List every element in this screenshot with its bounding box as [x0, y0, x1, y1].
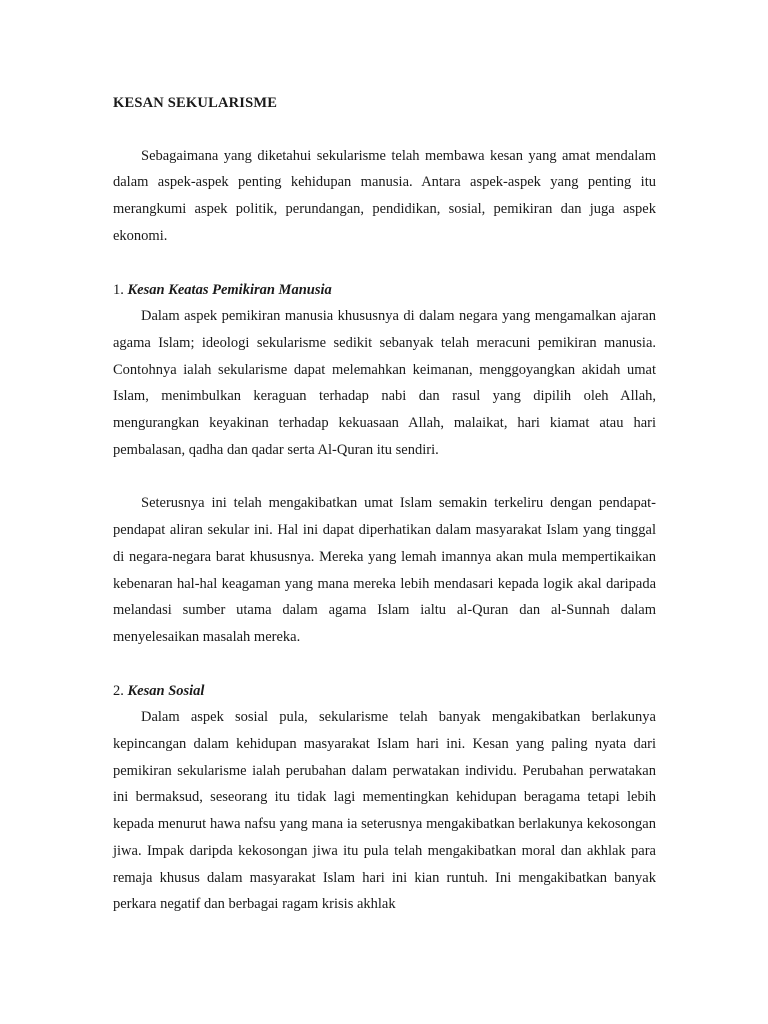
section-number: 1.: [113, 281, 128, 298]
spacer: [113, 651, 656, 678]
section-1-paragraph-1: Dalam aspek pemikiran manusia khususnya di dalam negara yang mengamalkan ajaran agama Islam; ideologi sekularisme sedikit sebanyak telah meracuni pemikiran manusia. Contohnya ialah sekularisme dapat melemahkan keimanan, menggoyangkan akidah umat Islam, menimbulkan keraguan terhadap nabi dan rasul yang dipilih oleh Allah, mengurangkan keyakinan terhadap kekuasaan Allah, malaikat, hari kiamat atau hari pembalasan, qadha dan qadar serta Al-Quran itu sendiri.: [113, 308, 656, 458]
intro-paragraph: Sebagaimana yang diketahui sekularisme telah membawa kesan yang amat mendalam dalam aspek-aspek penting kehidupan manusia. Antara aspek-aspek yang penting itu merangkumi aspek politik, perundangan, pendidikan, sosial, pemikiran dan juga aspek ekonomi.: [113, 147, 656, 244]
section-1-paragraph-2: Seterusnya ini telah mengakibatkan umat Islam semakin terkeliru dengan pendapat-pendapat aliran sekular ini. Hal ini dapat diperhatikan dalam masyarakat Islam yang tinggal di negara-negara barat khususnya. Mereka yang lemah imannya akan mula mempertikaikan kebenaran hal-hal keagaman yang mana mereka lebih mendasari kepada logik akal daripada melandasi sumber utama dalam agama Islam ialtu al-Quran dan al-Sunnah dalam menyelesaikan masalah mereka.: [113, 495, 656, 645]
spacer: [113, 463, 656, 490]
section-heading-text: Kesan Sosial: [127, 682, 205, 699]
document-body: [113, 90, 656, 918]
spacer: [113, 250, 656, 277]
section-heading-text: Kesan Keatas Pemikiran Manusia: [127, 281, 332, 298]
document-title: KESAN SEKULARISME: [113, 95, 278, 111]
section-number: 2.: [113, 682, 128, 699]
section-heading-2: [113, 678, 656, 705]
section-heading-1: [113, 277, 656, 304]
spacer: [113, 117, 656, 143]
section-2-paragraph-1: Dalam aspek sosial pula, sekularisme telah banyak mengakibatkan berlakunya kepincangan dalam kehidupan masyarakat Islam hari ini. Kesan yang paling nyata dari pemikiran sekularisme ialah perubahan dalam perwatakan individu. Perubahan perwatakan ini bermaksud, seseorang itu tidak lagi mementingkan kehidupan beragama tetapi lebih kepada menurut hawa nafsu yang mana ia seterusnya mengakibatkan berlakunya kekosongan jiwa. Impak daripda kekosongan jiwa itu pula telah mengakibatkan moral dan akhlak para remaja khusus dalam masyarakat Islam hari ini kian runtuh. Ini mengakibatkan banyak perkara negatif dan berbagai ragam krisis akhlak: [113, 709, 656, 913]
